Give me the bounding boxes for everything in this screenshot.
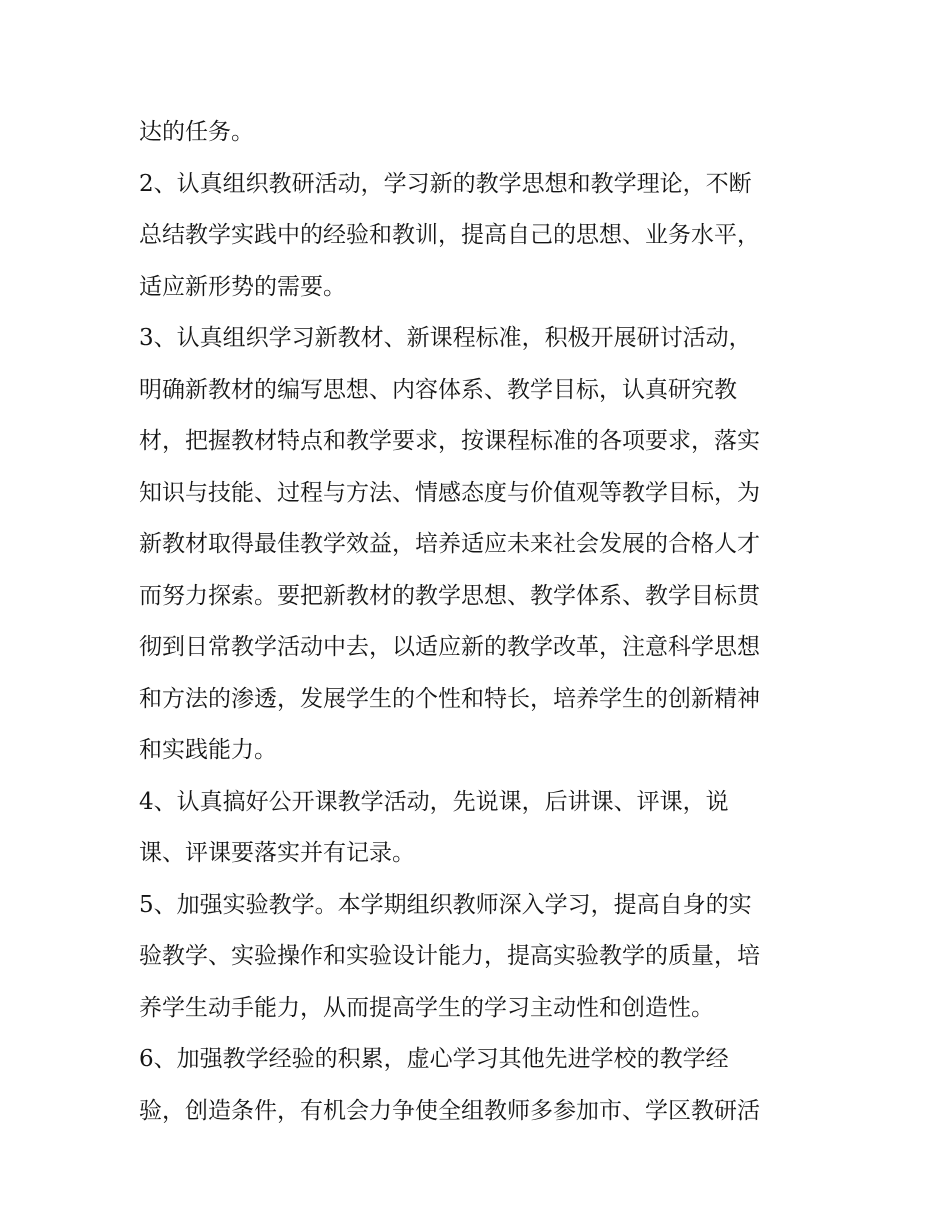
text-line: 验，创造条件，有机会力争使全组教师多参加市、学区教研活 [139, 1097, 760, 1124]
document-body [139, 107, 829, 1137]
text-line: 3、认真组织学习新教材、新课程标准，积极开展研讨活动， [139, 325, 752, 351]
text-line: 达的任务。 [139, 119, 254, 145]
text-line: 5、加强实验教学。本学期组织教师深入学习，提高自身的实 [139, 891, 752, 918]
text-line: 知识与技能、过程与方法、情感态度与价值观等教学目标，为 [139, 479, 760, 506]
text-line: 课、评课要落实并有记录。 [139, 840, 415, 866]
text-line: 明确新教材的编写思想、内容体系、教学目标，认真研究教 [139, 376, 737, 403]
text-line: 材，把握教材特点和教学要求，按课程标准的各项要求，落实 [139, 428, 760, 454]
text-line: 适应新形势的需要。 [139, 273, 346, 300]
text-line: 而努力探索。要把新教材的教学思想、教学体系、教学目标贯 [139, 582, 760, 609]
text-line: 6、加强教学经验的积累，虚心学习其他先进学校的教学经 [139, 1046, 729, 1072]
text-line: 2、认真组织教研活动，学习新的教学思想和教学理论，不断 [139, 170, 752, 197]
text-line: 养学生动手能力，从而提高学生的学习主动性和创造性。 [139, 994, 714, 1021]
text-line: 彻到日常教学活动中去，以适应新的教学改革，注意科学思想 [139, 634, 760, 660]
text-line: 总结教学实践中的经验和教训，提高自己的思想、业务水平， [139, 222, 760, 248]
text-line: 验教学、实验操作和实验设计能力，提高实验教学的质量，培 [139, 943, 760, 969]
text-line: 新教材取得最佳教学效益，培养适应未来社会发展的合格人才 [139, 531, 760, 557]
text-line: 和方法的渗透，发展学生的个性和特长，培养学生的创新精神 [139, 685, 760, 712]
text-line: 4、认真搞好公开课教学活动，先说课，后讲课、评课，说 [139, 788, 729, 815]
text-line: 和实践能力。 [139, 737, 277, 763]
